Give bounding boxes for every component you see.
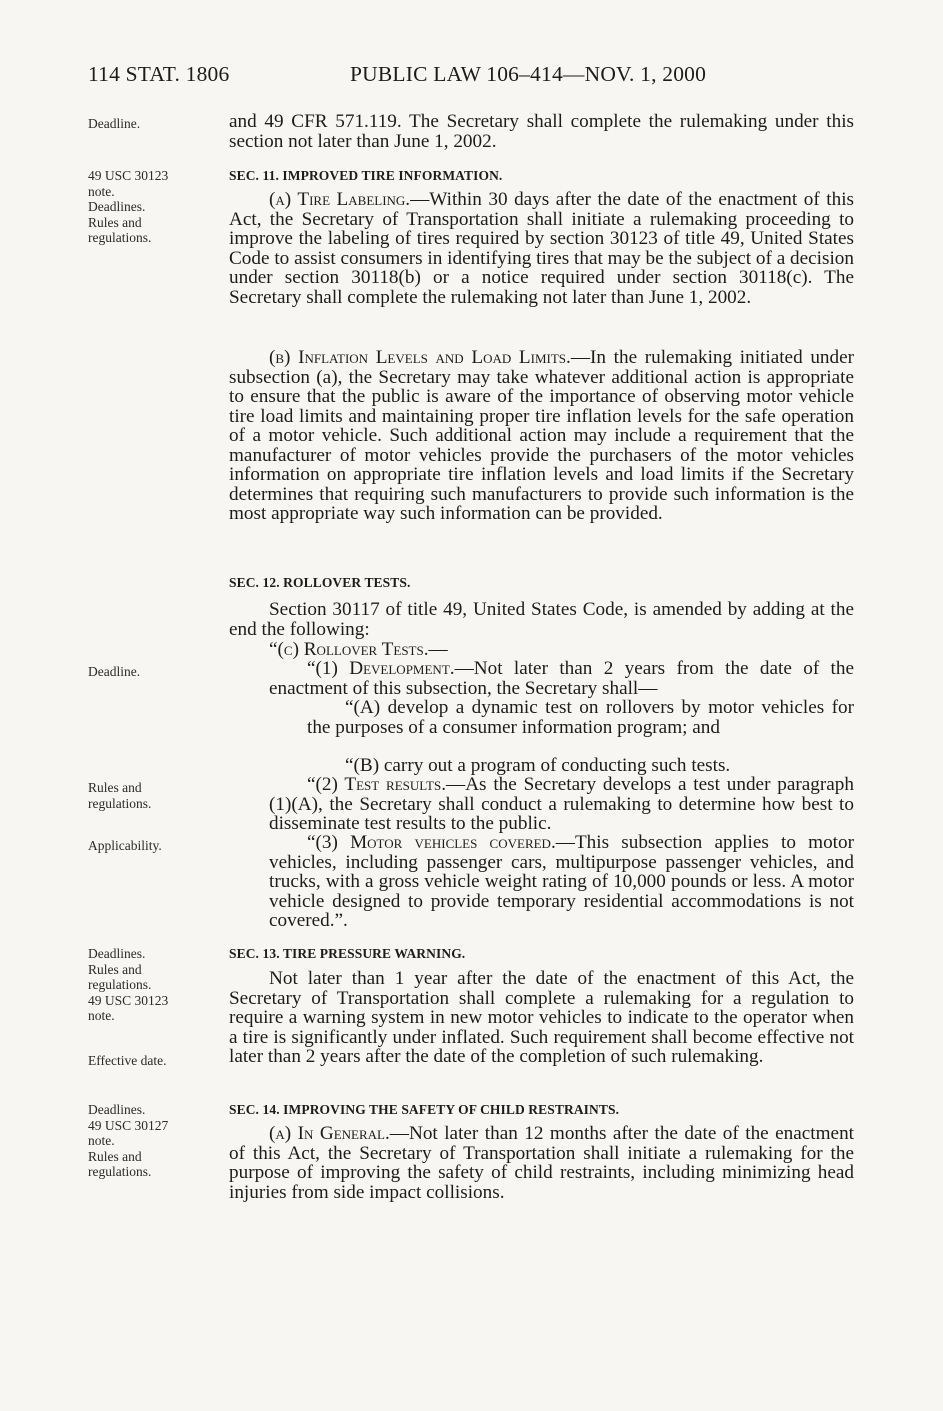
sec13-heading: SEC. 13. TIRE PRESSURE WARNING. [229, 946, 466, 961]
sec11-a-label: (a) Tire Labeling. [269, 189, 411, 210]
sec14-subsection-a: (a) In General.—Not later than 12 months after the date of the enactment of this Act, the Secretary of Transportation shall initiate a rulemaking for the purpose of improving the safety of child restraints, including minimizing head injuries from side impact collisions. [229, 1123, 854, 1203]
margin-note-deadline: Deadline. [88, 116, 141, 131]
sec12-subparagraph-A: “(A) develop a dynamic test on rollovers by motor vehicles for the purposes of a consumer information program; and [307, 697, 854, 738]
sec11-heading: SEC. 11. IMPROVED TIRE INFORMATION. [229, 168, 503, 183]
margin-note-sec14: Deadlines. 49 USC 30127 note. Rules and regulations. [88, 1102, 169, 1179]
margin-note-applicability: Applicability. [88, 838, 162, 853]
sec13-paragraph: Not later than 1 year after the date of the enactment of this Act, the Secretary of Transportation shall complete a rulemaking for a regulation to require a warning system in new motor vehicles to indicate to the operator when a tire is significantly under inflated. Such requirement shall become effective not later than 2 years after the date of the completion of such rulemaking. [229, 968, 854, 1067]
sec11-b-label: (b) Inflation Levels and Load Limits. [269, 347, 571, 368]
sec14-heading: SEC. 14. IMPROVING THE SAFETY OF CHILD RESTRAINTS. [229, 1102, 620, 1117]
margin-note-effective-date: Effective date. [88, 1053, 167, 1068]
sec11-subsection-b: (b) Inflation Levels and Load Limits.—In the rulemaking initiated under subsection (a), the Secretary may take whatever additional action is appropriate to ensure that the public is aware of the importance of observing motor vehicle tire load limits and maintaining proper tire inflation levels for the safe operation of a motor vehicle. Such additional action may include a requirement that the manufacturer of motor vehicles provide the purchasers of the motor vehicles information on appropriate tire inflation levels and load limits if the Secretary determines that requiring such manufacturers to provide such information is the most appropriate way such information can be provided. [229, 347, 855, 524]
law-citation: PUBLIC LAW 106–414—NOV. 1, 2000 [350, 62, 707, 86]
sec12-paragraph-2: “(2) Test results.—As the Secretary develops a test under paragraph (1)(A), the Secretary shall conduct a rulemaking to determine how best to disseminate test results to the public. [269, 774, 854, 834]
sec12-heading: SEC. 12. ROLLOVER TESTS. [229, 575, 411, 590]
sec12-paragraph-1: “(1) Development.—Not later than 2 years from the date of the enactment of this subsection, the Secretary shall— [269, 658, 854, 699]
intro-paragraph: and 49 CFR 571.119. The Secretary shall complete the rulemaking under this section not later than June 1, 2002. [229, 111, 854, 152]
margin-note-sec13: Deadlines. Rules and regulations. 49 USC 30123 note. [88, 946, 169, 1023]
margin-note-deadline-rollover: Deadline. [88, 664, 141, 679]
margin-note-rules: Rules and regulations. [88, 780, 152, 811]
sec11-subsection-a: (a) Tire Labeling.—Within 30 days after the date of the enactment of this Act, the Secretary of Transportation shall initiate a rulemaking proceeding to improve the labeling of tires required by section 30123 of title 49, United States Code to assist consumers in identifying tires that may be the subject of a decision under section 30118(b) or a notice required under section 30118(c). The Secretary shall complete the rulemaking not later than June 1, 2002. [229, 189, 854, 308]
sec12-subparagraph-B: “(B) carry out a program of conducting such tests. [345, 755, 731, 776]
sec12-paragraph-3: “(3) Motor vehicles covered.—This subsection applies to motor vehicles, including passenger cars, multipurpose passenger vehicles, and trucks, with a gross vehicle weight rating of 10,000 pounds or less. A motor vehicle designed to provide temporary residential accommodations is not covered.”. [269, 832, 854, 931]
sec12-c-heading: “(c) Rollover Tests.— [269, 639, 448, 660]
stat-page-number: 114 STAT. 1806 [88, 62, 230, 86]
margin-note-sec11: 49 USC 30123 note. Deadlines. Rules and regulations. [88, 168, 169, 245]
sec12-intro: Section 30117 of title 49, United States Code, is amended by adding at the end the following: [229, 599, 854, 640]
